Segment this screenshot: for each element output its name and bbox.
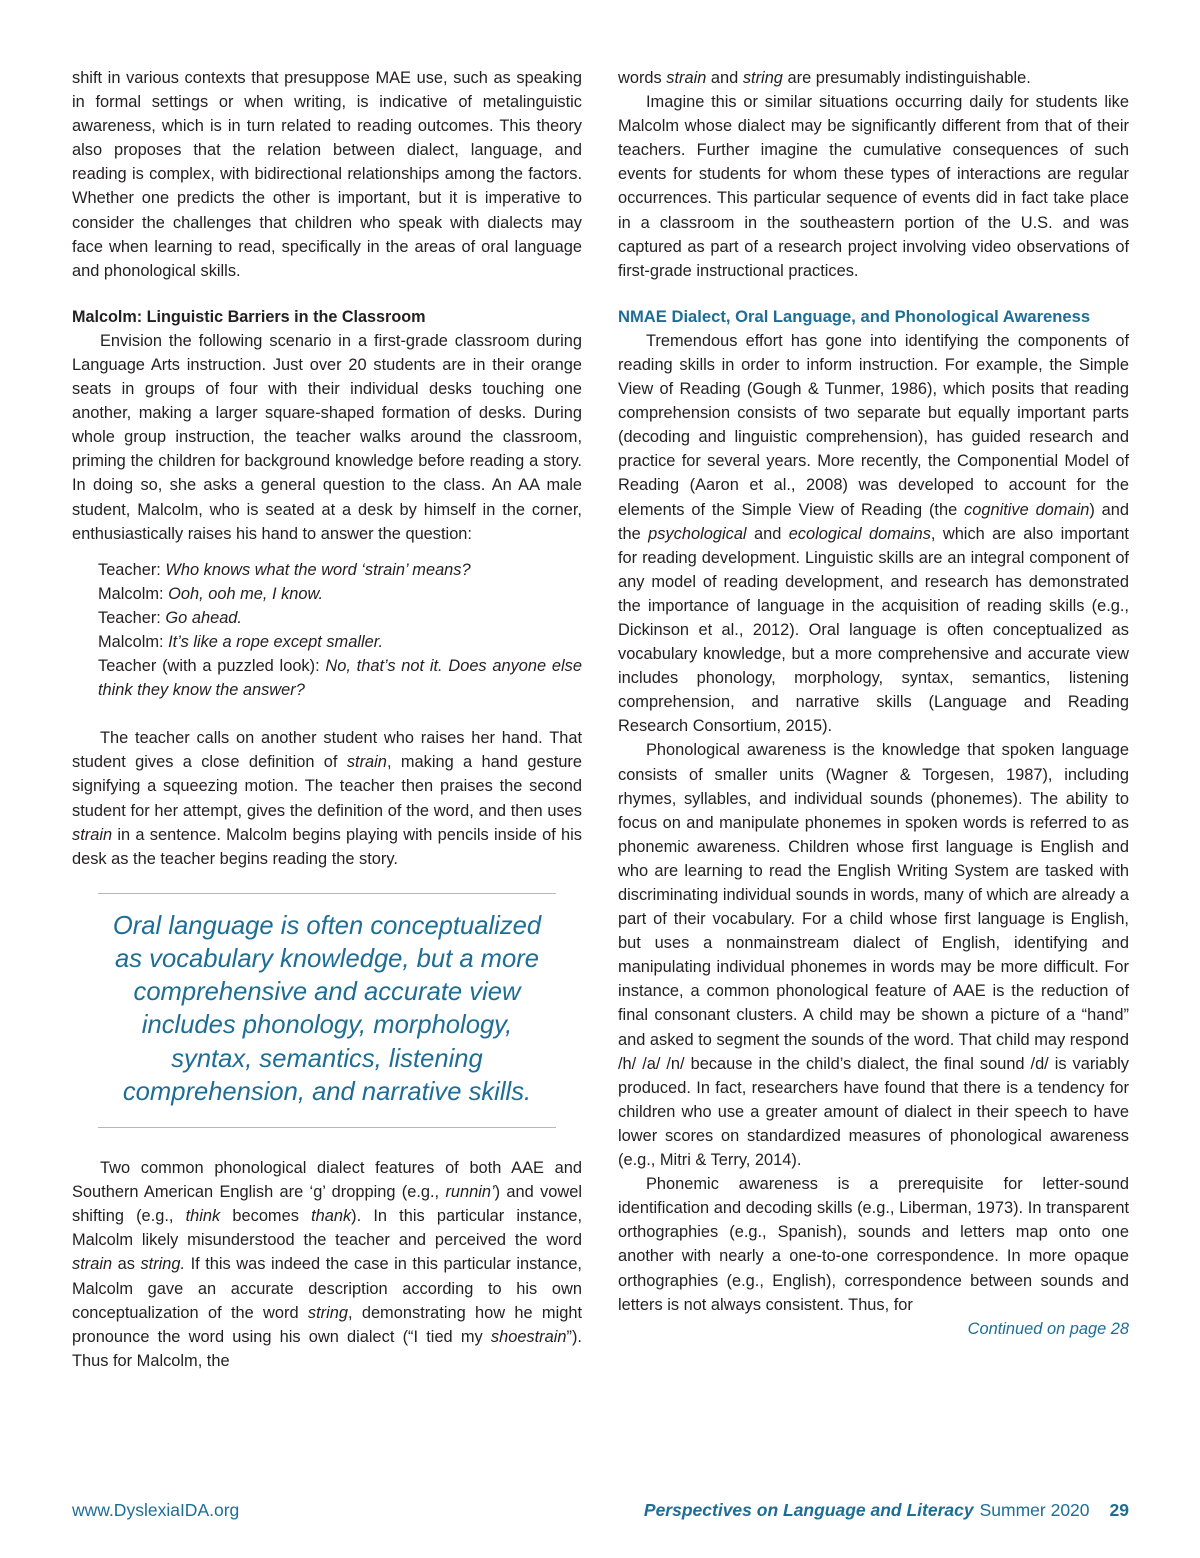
dialog-line [98,606,582,630]
text-run: ) and the [618,500,1129,543]
text-run: If this was indeed the case in this particular instance, Malcolm gave an accurate description according to his own conceptualization of the word [72,1255,582,1322]
right-paragraph-3 [618,329,1129,739]
left-column [72,66,582,1373]
page-number: 29 [1109,1500,1129,1520]
dialog-text: Who knows what the word ‘strain’ means? [165,560,471,579]
classroom-dialog [98,558,582,703]
dialog-line [98,630,582,654]
text-run: in a sentence. Malcolm begins playing with pencils inside of his desk as the teacher begins reading the story. [72,825,582,868]
italic-term: strain [72,1255,113,1274]
dialog-speaker: Teacher: [98,608,166,627]
text-run: , making a hand gesture signifying a squeezing motion. The teacher then praises the second student for her attempt, gives the definition of the word, and then uses [72,753,583,820]
italic-term: thank [311,1207,352,1226]
text-run: ) and vowel shifting (e.g., [72,1183,582,1226]
dialog-line [98,558,582,582]
text-run: The teacher calls on another student who raises her hand. That student gives a close definition of [72,729,582,772]
dialog-speaker: Teacher: [98,560,166,579]
dialog-text: Ooh, ooh me, I know. [168,584,324,603]
pull-quote-text: Oral language is often conceptualized as vocabulary knowledge, but a more comprehensive and accurate view includes phonology, morphology, syntax, semantics, listening comprehension, and narrative skills. [112,911,542,1106]
dialog-text: No, that’s not it. Does anyone else think they know the answer? [98,657,582,700]
right-paragraph-1 [618,66,1129,90]
right-paragraph-5: Phonemic awareness is a prerequisite for letter-sound identification and decoding skills (e.g., Liberman, 1973). In transparent orthographies (e.g., Spanish), sounds and letters map onto one another with nearly a one-to-one correspondence. In more opaque orthographies (e.g., English), correspondence between sounds and letters is not always consistent. Thus, for [618,1175,1129,1314]
footer-publication [644,1500,1129,1521]
text-run: , which are also important for reading development. Linguistic skills are an integral component of any model of reading development, and research has demonstrated the importance of language in the acquisition of reading skills (e.g., Dickinson et al., 2012). Oral language is often conceptualized as vocabulary knowledge, but a more comprehensive and accurate view includes phonology, morphology, syntax, semantics, listening comprehension, and narrative skills (Language and Reading Research Consortium, 2015). [618,524,1129,736]
dialog-line [98,654,582,702]
dialog-speaker: Malcolm: [98,632,169,651]
left-paragraph-1: shift in various contexts that presuppose MAE use, such as speaking in formal settings or when writing, is indicative of metalinguistic awareness, which is in turn related to reading outcomes. This theory also proposes that the relation between dialect, language, and reading is complex, with bidirectional relationships among the factors. Whether one predicts the other is important, but it is imperative to consider the challenges that children who speak with dialects may face when learning to read, specifically in the areas of oral language and phonological skills. [72,69,582,280]
dialog-text: Go ahead. [165,608,242,627]
section-heading-malcolm: Malcolm: Linguistic Barriers in the Classroom [72,307,426,326]
footer-url-link[interactable]: www.DyslexiaIDA.org [72,1500,240,1520]
italic-term: shoestrain [490,1327,567,1346]
footer-journal-title: Perspectives on Language and Literacy [643,1500,974,1520]
dialog-text: It’s like a rope except smaller. [168,632,384,651]
text-run: becomes [220,1207,312,1226]
left-paragraph-4 [72,1156,582,1373]
italic-term: string. [140,1255,186,1274]
dialog-speaker: Malcolm: [98,584,169,603]
italic-term: strain [72,825,113,844]
footer-issue: Summer 2020 [979,1500,1090,1520]
text-run: and [706,69,743,87]
dialog-speaker: Teacher (with a puzzled look): [98,657,326,676]
text-run: ”). Thus for Malcolm, the [72,1327,582,1370]
italic-term: runnin’ [445,1183,495,1202]
page-footer [72,1500,1129,1526]
italic-term: psychological [648,524,747,543]
text-run: as [112,1255,141,1274]
dialog-line [98,582,582,606]
right-column [618,66,1129,1341]
text-run: words [618,69,667,87]
right-paragraph-2: Imagine this or similar situations occurring daily for students like Malcolm whose dialect may be significantly different from that of their teachers. Further imagine the cumulative consequences of such events for students for whom these types of interactions are regular occurrences. This particular sequence of events did in fact take place in a classroom in the southeastern portion of the U.S. and was captured as part of a research project involving video observations of first-grade instructional practices. [618,93,1129,280]
italic-term: strain [346,753,387,772]
pull-quote [98,893,556,1128]
continued-link[interactable]: Continued on page 28 [967,1319,1129,1338]
text-run: and [746,524,789,543]
italic-term: ecological domains [788,524,931,543]
italic-term: think [185,1207,221,1226]
left-paragraph-2: Envision the following scenario in a first-grade classroom during Language Arts instruction. Just over 20 students are in their orange seats in groups of four with their individual desks touching one another, making a larger square-shaped formation of desks. During whole group instruction, the teacher walks around the classroom, priming the children for background knowledge before reading a story. In doing so, she asks a general question to the class. An AA male student, Malcolm, who is seated at a desk by himself in the corner, enthusiastically raises his hand to answer the question: [72,331,582,543]
italic-term: cognitive domain [964,500,1090,519]
section-heading-nmae: NMAE Dialect, Oral Language, and Phonological Awareness [618,306,1091,326]
text-run: Two common phonological dialect features of both AAE and Southern American English are ‘g’ dropping (e.g., [72,1159,582,1202]
text-run: Tremendous effort has gone into identifying the components of reading skills in order to inform instruction. For example, the Simple View of Reading (Gough & Tunmer, 1986), which posits that reading comprehension consists of two separate but equally important parts (decoding and linguistic comprehension), has guided research and practice for several years. More recently, the Componential Model of Reading (Aaron et al., 2008) was developed to account for the elements of the Simple View of Reading (the [618,331,1129,519]
text-run: , demonstrating how he might pronounce the word using his own dialect (“I tied my [72,1303,582,1346]
left-paragraph-3 [72,726,582,871]
right-paragraph-4: Phonological awareness is the knowledge that spoken language consists of smaller units (Wagner & Torgesen, 1987), including rhymes, syllables, and individual sounds (phonemes). The ability to focus on and manipulate phonemes in spoken words is referred to as phonemic awareness. Children whose first language is English and who are learning to read the English Writing System are tasked with discriminating individual sounds in words, many of which are already a part of their vocabulary. For a child whose first language is English, but uses a nonmainstream dialect of English, identifying and manipulating individual phonemes in words may be more difficult. For instance, a common phonological feature of AAE is the reduction of final consonant clusters. A child may be shown a picture of a “hand” and asked to segment the sounds of the word. That child may respond /h/ /a/ /n/ because in the child’s dialect, the final sound /d/ is variably produced. In fact, researchers have found that there is a tendency for children who use a greater amount of dialect in their speech to have lower scores on standardized measures of phonological awareness (e.g., Mitri & Terry, 2014). [618,741,1129,1170]
italic-term: string [742,69,783,87]
text-run: are presumably indistinguishable. [782,69,1031,87]
italic-term: string [307,1303,348,1322]
text-run: ). In this particular instance, Malcolm likely misunderstood the teacher and perceived the word [72,1207,582,1250]
italic-term: strain [666,69,707,87]
